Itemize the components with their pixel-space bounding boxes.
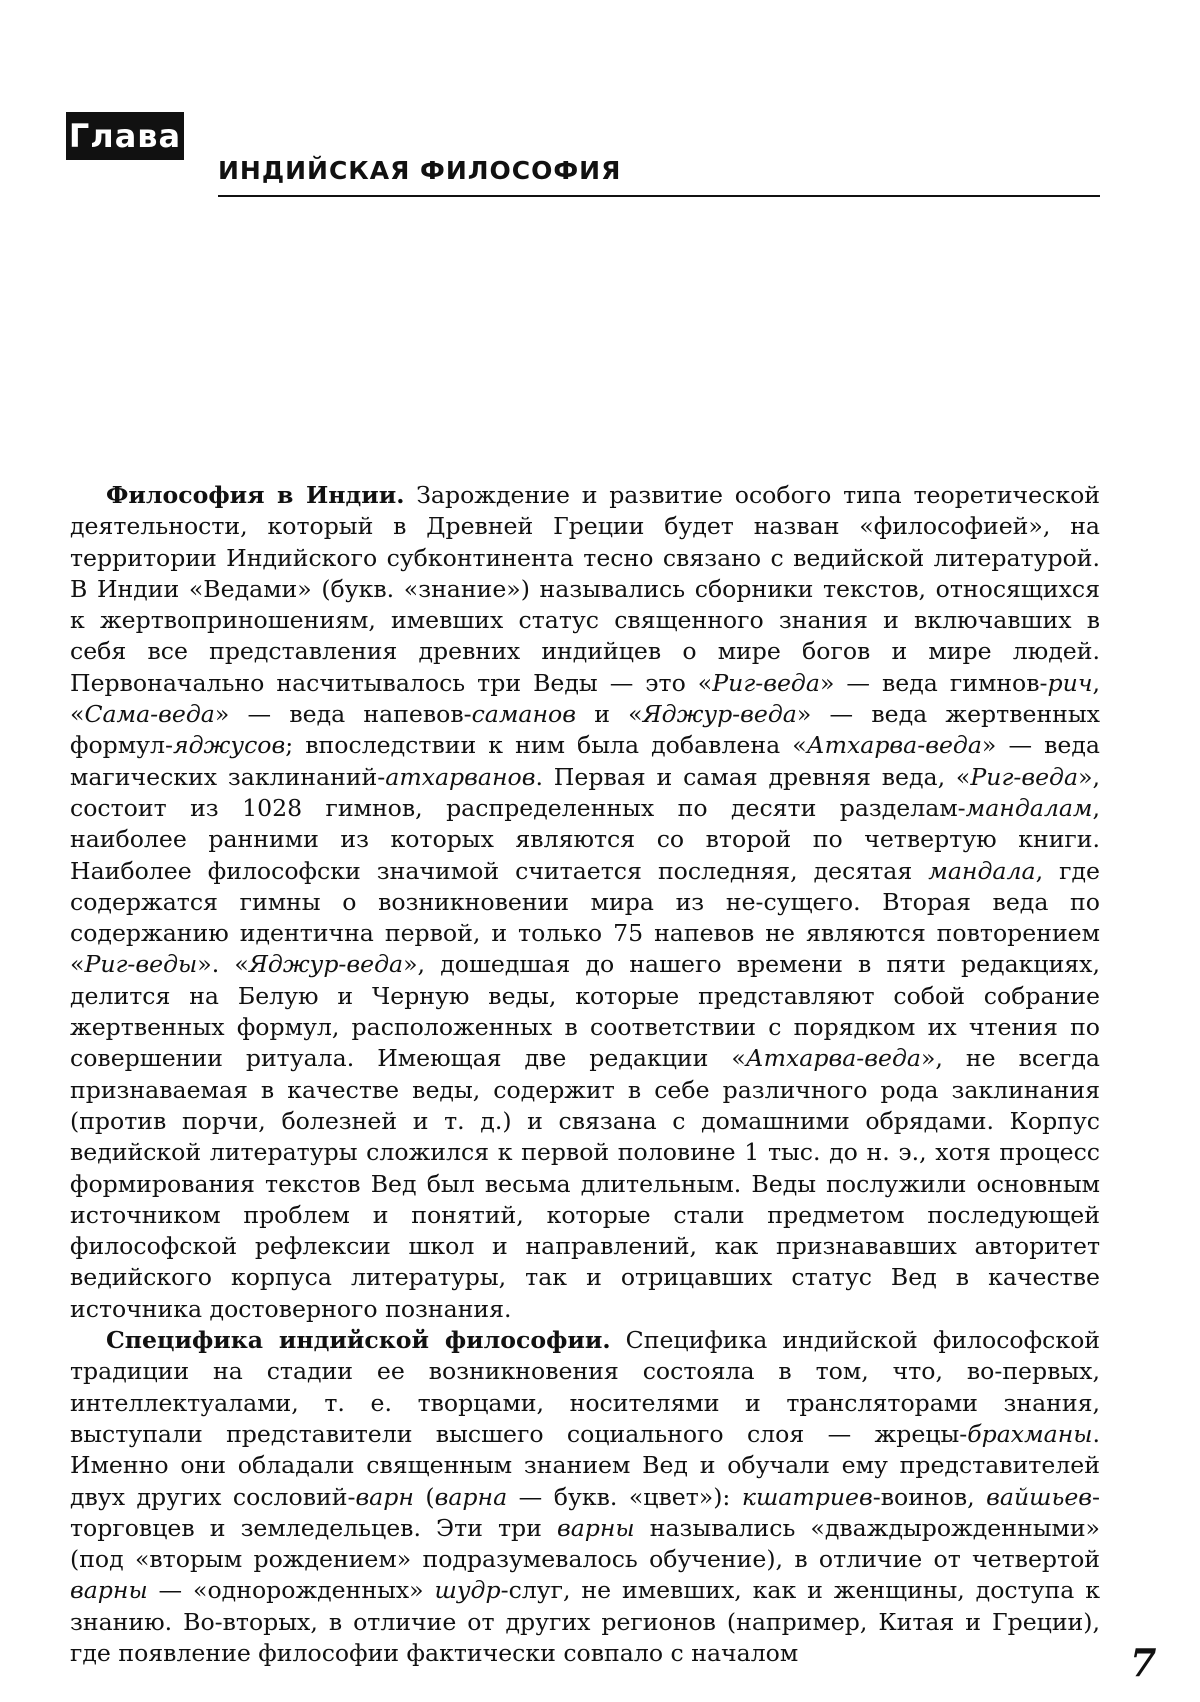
italic-term: варны: [556, 1513, 635, 1542]
text-run: », состоит из 1028 гимнов, распределенных по десяти разделам-: [70, 762, 1100, 822]
text-run: » — веда жертвенных формул-: [70, 700, 1100, 760]
italic-term: Риг-веда: [970, 762, 1079, 791]
text-run: », дошедшая до нашего времени в пяти редакциях, делится на Белую и Черную веды, которые представляют собой собрание жертвенных формул, расположенных в соответствии с порядком их чтения по совершении ритуала. Имеющая две редакции «: [70, 950, 1100, 1073]
text-run: », не всегда признаваемая в качестве веды, содержит в себе различного рода заклинания (против порчи, болезней и т. д.) и связана с домашними обрядами. Корпус ведийской литературы сложился к первой половине 1 тыс. до н. э., хотя процесс формирования текстов Вед был весьма длительным. Веды послужили основным источником проблем и понятий, которые стали предметом последующей философской рефлексии школ и направлений, как признававших авторитет ведийского корпуса литературы, так и отрицавших статус Вед в качестве источника достоверного познания.: [70, 1044, 1100, 1323]
text-run: Специфика индийской философской традиции на стадии ее возникновения состояла в том, что, во-первых, интеллектуалами, т. е. творцами, носителями и трансляторами знания, выступали представители высшего социального слоя — жрецы-: [70, 1326, 1100, 1448]
italic-term: Сама-веда: [84, 700, 215, 729]
italic-term: варна: [434, 1482, 508, 1511]
chapter-label: Глава 1: [66, 112, 184, 160]
text-run: (: [413, 1482, 435, 1511]
text-run: -слуг, не имевших, как и женщины, доступа к знанию. Во-вторых, в отличие от других регионов (например, Китая и Греции), где появление философии фактически совпало с началом: [70, 1576, 1100, 1667]
text-run: и «: [575, 700, 643, 729]
italic-term: Риг-веда: [712, 668, 820, 697]
text-run: . Именно они обладали священным знанием Вед и обучали ему представителей двух других сословий-: [70, 1419, 1100, 1511]
italic-term: Атхарва-веда: [745, 1044, 921, 1073]
italic-term: мандала: [928, 856, 1036, 885]
text-run: » — веда магических заклинаний-: [70, 731, 1100, 791]
title-rule: [218, 195, 1100, 197]
italic-term: саманов: [471, 700, 576, 729]
body-text: [70, 480, 1100, 1669]
text-run: Зарождение и развитие особого типа теоретической деятельности, который в Древней Греции будет назван «философией», на территории Индийского субконтинента тесно связано с ведийской литературой. В Индии «Ведами» (букв. «знание») назывались сборники текстов, относящихся к жертвоприношениям, имевших статус священного знания и включавших в себя все представления древних индийцев о мире богов и мире людей. Первоначально насчитывалось три Веды — это «: [70, 481, 1100, 697]
italic-term: Атхарва-веда: [806, 731, 982, 760]
italic-term: яджусов: [172, 731, 286, 760]
italic-term: Яджур-веда: [248, 950, 404, 979]
text-run: » — веда напевов-: [214, 700, 472, 729]
text-run: , где содержатся гимны о возникновении мира из не-сущего. Вторая веда по содержанию идентична первой, и только 75 напевов не являются повторением «: [70, 856, 1100, 979]
text-run: — «однорожденных»: [147, 1576, 435, 1605]
text-run: , наиболее ранними из которых являются со второй по четвертую книги. Наиболее философски значимой считается последняя, десятая: [70, 793, 1100, 885]
italic-term: шудр: [434, 1576, 501, 1605]
italic-term: варн: [355, 1482, 414, 1511]
text-run: -торговцев и земледельцев. Эти три: [70, 1482, 1101, 1542]
text-run: , «: [70, 668, 1100, 729]
paragraph: [70, 480, 1100, 1325]
text-run: -воинов,: [872, 1482, 987, 1511]
text-run: назывались «дваждырожденными» (под «вторым рождением» подразумевалось обучение), в отличие от четвертой: [70, 1513, 1100, 1574]
chapter-title: ИНДИЙСКАЯ ФИЛОСОФИЯ: [218, 156, 622, 185]
page-number: 7: [1130, 1640, 1157, 1685]
text-run: » — веда гимнов-: [819, 668, 1048, 697]
italic-term: варны: [70, 1576, 148, 1605]
italic-term: брахманы: [967, 1419, 1093, 1448]
italic-term: атхарванов: [385, 762, 536, 791]
italic-term: мандалам: [965, 793, 1093, 822]
text-run: ; впоследствии к ним была добавлена «: [285, 731, 807, 760]
paragraph-heading: Специфика индийской философии.: [106, 1326, 611, 1355]
italic-term: вайшьев: [986, 1482, 1093, 1511]
italic-term: Риг-веды: [84, 950, 198, 979]
italic-term: рич: [1047, 668, 1093, 697]
italic-term: Яджур-веда: [642, 700, 797, 729]
text-run: ». «: [197, 950, 249, 979]
text-run: — букв. «цвет»):: [507, 1482, 742, 1511]
text-run: . Первая и самая древняя веда, «: [535, 762, 971, 791]
paragraph-heading: Философия в Индии.: [106, 481, 405, 509]
italic-term: кшатриев: [741, 1482, 873, 1511]
paragraph: [70, 1325, 1100, 1669]
